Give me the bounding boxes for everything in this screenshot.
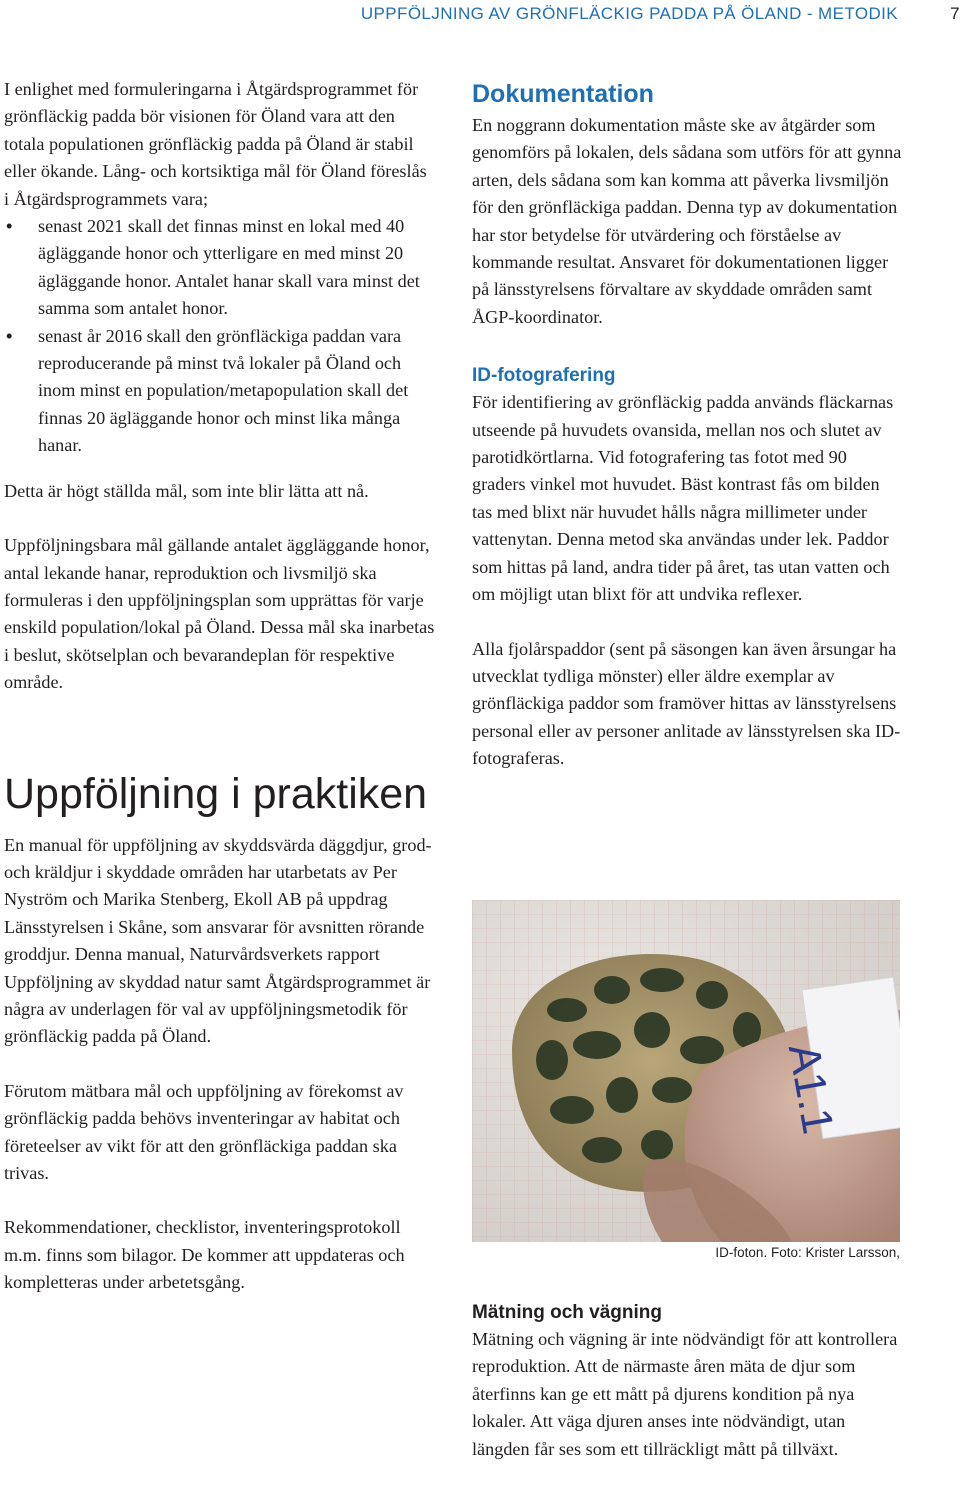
measurement-section <box>472 1300 902 1463</box>
page-number: 7 <box>950 4 960 23</box>
followup-paragraph: Uppföljningsbara mål gällande antalet äggläggande honor, antal lekande hanar, reproduktion och livsmiljö ska formuleras i den uppföljningsplan som upprättas för varje enskild population/lokal på Öland. Dessa mål ska inarbetas i beslut, skötselplan och bevarandeplan för respektive område. <box>4 535 435 693</box>
photo-label: A1.1 <box>778 1040 843 1138</box>
running-header <box>0 4 960 28</box>
measurement-paragraph: Mätning och vägning är inte nödvändigt för att kontrollera reproduktion. Att de närmaste åren mäta de djur som återfinns kan ge ett mått på djurens kondition på nya lokaler. Att väga djuren anses inte nödvändigt, utan längden får ses som ett tillräckligt mått på tillväxt. <box>472 1329 898 1459</box>
header-title: UPPFÖLJNING AV GRÖNFLÄCKIG PADDA PÅ ÖLAND - METODIK <box>360 4 898 23</box>
goals-list <box>4 213 436 460</box>
right-column <box>472 78 902 773</box>
goal-item: • senast år 2016 skall den grönfläckiga paddan vara reproducerande på minst två lokaler på Öland och inom minst en population/metapopulation skall det finnas 20 ägläggande honor och minst lika många hanar. <box>4 323 436 460</box>
goal-item: • senast 2021 skall det finnas minst en lokal med 40 ägläggande honor och ytterligare en med minst 20 ägläggande honor. Antalet hanar skall vara minst det samma som antalet honor. <box>4 213 436 323</box>
measurement-heading: Mätning och vägning <box>472 1302 662 1323</box>
id-photography-paragraph: För identifiering av grönfläckig padda används fläckarnas utseende på huvudets ovansida, mellan nos och slutet av parotidkörtlarna. Vid fotografering tas fotot med 90 graders vinkel mot huvudet. Bäst kontrast fås om bilden tas med blixt när huvudet hålls några millimeter under vattenytan. Denna metod ska användas under lek. Paddor som hittas på land, andra tider på året, tas utan vatten och om möjligt utan blixt för att undvika reflexer. <box>472 392 894 605</box>
high-goals-paragraph: Detta är högt ställda mål, som inte blir lätta att nå. <box>4 480 369 501</box>
toad-photo <box>472 900 900 1242</box>
besides-paragraph: Förutom mätbara mål och uppföljning av förekomst av grönfläckig padda behövs inventeringar av habitat och företeelser av vikt för att den grönfläckiga paddan ska trivas. <box>4 1080 404 1183</box>
left-column <box>4 76 436 1297</box>
documentation-paragraph: En noggrann dokumentation måste ske av åtgärder som genomförs på lokalen, dels sådana som utförs för att gynna arten, dels sådana som kan komma att påverka livsmiljön för den grönfläckiga paddan. Denna typ av dokumentation har stor betydelse för utvärdering och förståelse av kommande resultat. Ansvaret för dokumentationen ligger på länsstyrelsens förvaltare av skyddade områden samt ÅGP-koordinator. <box>472 115 902 327</box>
intro-paragraph: I enlighet med formuleringarna i Åtgärdsprogrammet för grönfläckig padda bör visionen för Öland vara att den totala populationen grönfläckig padda på Öland är stabil eller ökande. Lång- och kortsiktiga mål för Öland föreslås i Åtgärdsprogrammets vara; <box>4 79 427 209</box>
section-title: Uppföljning i praktiken <box>4 769 428 818</box>
photo-caption: ID-foton. Foto: Krister Larsson, <box>715 1245 900 1260</box>
all-toads-paragraph: Alla fjolårspaddor (sent på säsongen kan även årsungar ha utvecklat tydliga mönster) eller äldre exemplar av grönfläckiga paddor som framöver hittas av länsstyrelsens personal eller av personer anlitade av länsstyrelsen ska ID-fotograferas. <box>472 638 901 769</box>
id-photography-heading: ID-fotografering <box>472 365 616 387</box>
recommendations-paragraph: Rekommendationer, checklistor, inventeringsprotokoll m.m. finns som bilagor. De kommer att uppdateras och kompletteras under arbetetsgång. <box>4 1217 405 1293</box>
documentation-heading: Dokumentation <box>472 80 654 108</box>
manual-paragraph: En manual för uppföljning av skyddsvärda däggdjur, grod- och kräldjur i skyddade områden har utarbetats av Per Nyström och Marika Stenberg, Ekoll AB på uppdrag Länsstyrelsen i Skåne, som ansvarar för avsnitten rörande groddjur. Denna manual, Naturvårdsverkets rapport Uppföljning av skyddad natur samt Åtgärdsprogrammet är några av underlagen för val av uppföljningsmetodik för grönfläckig padda på Öland. <box>4 834 432 1047</box>
